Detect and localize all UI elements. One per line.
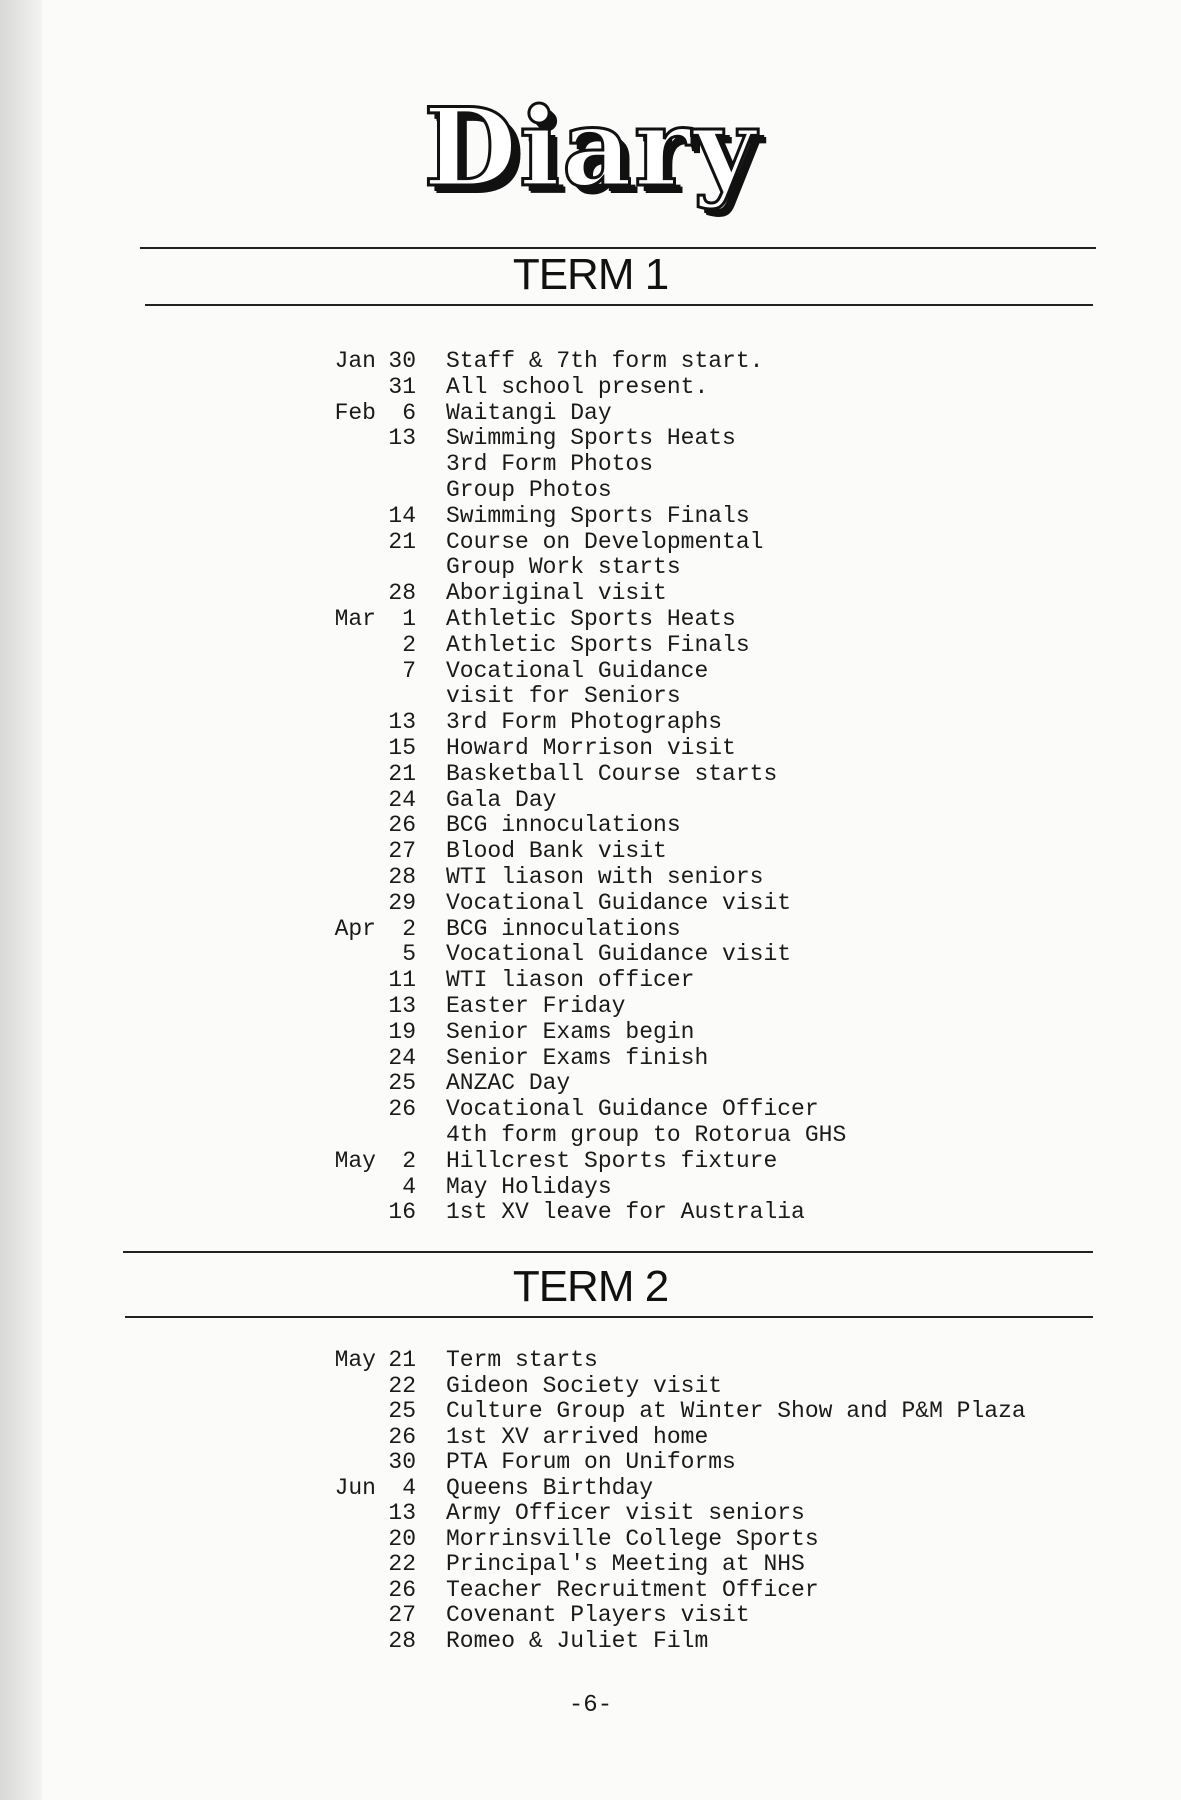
entry-event: 3rd Form Photos xyxy=(446,451,654,478)
entry-event: Vocational Guidance visit xyxy=(446,889,792,916)
entry-day: 11 xyxy=(388,967,416,994)
entry-event: Culture Group at Winter Show and P&M Plaza xyxy=(446,1398,1026,1424)
entry-day: 7 xyxy=(402,657,416,684)
entry-event: Vocational Guidance xyxy=(446,657,709,684)
entry-event: Blood Bank visit xyxy=(446,838,667,865)
entry-event: Gala Day xyxy=(446,786,557,813)
entry-event: 4th form group to Rotorua GHS xyxy=(446,1122,847,1148)
entry-event: Group Work starts xyxy=(446,554,681,581)
entry-month: Apr xyxy=(334,915,376,942)
entry-event: Swimming Sports Heats xyxy=(446,425,736,452)
entry-day: 31 xyxy=(388,373,416,400)
entry-event: Aboriginal visit xyxy=(446,580,667,607)
entry-day: 28 xyxy=(388,1627,416,1654)
entry-day: 2 xyxy=(402,915,416,942)
term1-top-rule xyxy=(140,247,1096,249)
entry-event: visit for Seniors xyxy=(446,683,681,710)
entry-day: 15 xyxy=(388,735,416,761)
entry-event: Senior Exams begin xyxy=(446,1018,695,1045)
entry-event: Term starts xyxy=(446,1347,598,1373)
entry-day: 26 xyxy=(388,1423,416,1450)
entry-event: All school present. xyxy=(446,373,709,400)
entry-event: Vocational Guidance visit xyxy=(446,941,792,968)
entry-day: 28 xyxy=(388,864,416,890)
entry-event: Basketball Course starts xyxy=(446,760,778,787)
entry-event: 1st XV leave for Australia xyxy=(446,1199,805,1226)
entry-day: 28 xyxy=(388,580,416,607)
entry-event: Queens Birthday xyxy=(446,1474,654,1501)
entry-day: 13 xyxy=(388,993,416,1019)
term2-bottom-rule xyxy=(125,1316,1093,1318)
entry-event: May Holidays xyxy=(446,1173,612,1200)
entry-event: WTI liason with seniors xyxy=(446,864,764,890)
entry-event: Swimming Sports Finals xyxy=(446,502,750,529)
entry-event: Athletic Sports Heats xyxy=(446,606,736,632)
entry-day: 22 xyxy=(388,1372,416,1399)
entry-day: 20 xyxy=(388,1525,416,1552)
term2-top-rule xyxy=(123,1251,1093,1253)
entry-day: 30 xyxy=(388,1449,416,1475)
entry-event: Easter Friday xyxy=(446,993,626,1019)
entry-month: Jun xyxy=(334,1474,376,1501)
entry-event: Course on Developmental xyxy=(446,528,764,555)
entry-event: Hillcrest Sports fixture xyxy=(446,1147,778,1174)
term2-heading: TERM 2 xyxy=(512,1262,669,1311)
entry-day: 6 xyxy=(402,399,416,426)
entry-event: BCG innoculations xyxy=(446,812,681,839)
entry-day: 21 xyxy=(388,1347,416,1373)
term1-heading: TERM 1 xyxy=(512,250,669,299)
entry-event: Teacher Recruitment Officer xyxy=(446,1576,819,1603)
page-number: -6- xyxy=(568,1692,613,1719)
entry-day: 27 xyxy=(388,1602,416,1628)
entry-day: 26 xyxy=(388,1096,416,1123)
entry-day: 1 xyxy=(402,606,416,632)
entry-day: 13 xyxy=(388,1500,416,1526)
entry-day: 21 xyxy=(388,760,416,787)
entry-event: Senior Exams finish xyxy=(446,1044,709,1071)
entry-event: ANZAC Day xyxy=(446,1070,571,1097)
entry-event: Staff & 7th form start. xyxy=(446,348,764,374)
entry-event: Waitangi Day xyxy=(446,399,612,426)
entry-day: 2 xyxy=(402,1147,416,1174)
entry-event: Covenant Players visit xyxy=(446,1602,750,1628)
entry-event: Vocational Guidance Officer xyxy=(446,1096,819,1123)
entry-day: 16 xyxy=(388,1199,416,1226)
entry-event: 1st XV arrived home xyxy=(446,1423,709,1450)
page-title: Diary xyxy=(423,85,758,211)
entry-event: Army Officer visit seniors xyxy=(446,1500,805,1526)
entry-event: Howard Morrison visit xyxy=(446,735,736,761)
entry-month: Mar xyxy=(334,606,376,632)
entry-day: 21 xyxy=(388,528,416,555)
entry-day: 2 xyxy=(402,631,416,658)
entry-day: 29 xyxy=(388,889,416,916)
entry-day: 30 xyxy=(388,348,416,374)
entry-event: Group Photos xyxy=(446,477,612,503)
entry-event: Gideon Society visit xyxy=(446,1372,723,1399)
entry-event: WTI liason officer xyxy=(446,967,695,994)
entry-event: PTA Forum on Uniforms xyxy=(446,1449,736,1475)
entry-day: 4 xyxy=(402,1173,416,1200)
entry-event: Principal's Meeting at NHS xyxy=(446,1551,805,1577)
entry-day: 25 xyxy=(388,1070,416,1097)
entry-day: 19 xyxy=(388,1018,416,1045)
entry-month: Jan xyxy=(334,348,376,374)
entry-day: 5 xyxy=(402,941,416,968)
entry-event: 3rd Form Photographs xyxy=(446,709,723,736)
entry-day: 26 xyxy=(388,1576,416,1603)
entry-day: 13 xyxy=(388,425,416,452)
entry-day: 24 xyxy=(388,1044,416,1071)
entry-event: BCG innoculations xyxy=(446,915,681,942)
entry-day: 26 xyxy=(388,812,416,839)
entry-day: 27 xyxy=(388,838,416,865)
entry-day: 25 xyxy=(388,1398,416,1424)
entry-event: Romeo & Juliet Film xyxy=(446,1627,709,1654)
term1-bottom-rule xyxy=(145,304,1093,306)
entry-day: 24 xyxy=(388,786,416,813)
entry-day: 13 xyxy=(388,709,416,736)
entry-month: May xyxy=(334,1347,376,1373)
entry-day: 14 xyxy=(388,502,416,529)
entry-event: Morrinsville College Sports xyxy=(446,1525,819,1552)
entry-day: 4 xyxy=(402,1474,416,1501)
entry-day: 22 xyxy=(388,1551,416,1577)
entry-month: Feb xyxy=(334,399,376,426)
entry-event: Athletic Sports Finals xyxy=(446,631,750,658)
entry-month: May xyxy=(334,1147,376,1174)
